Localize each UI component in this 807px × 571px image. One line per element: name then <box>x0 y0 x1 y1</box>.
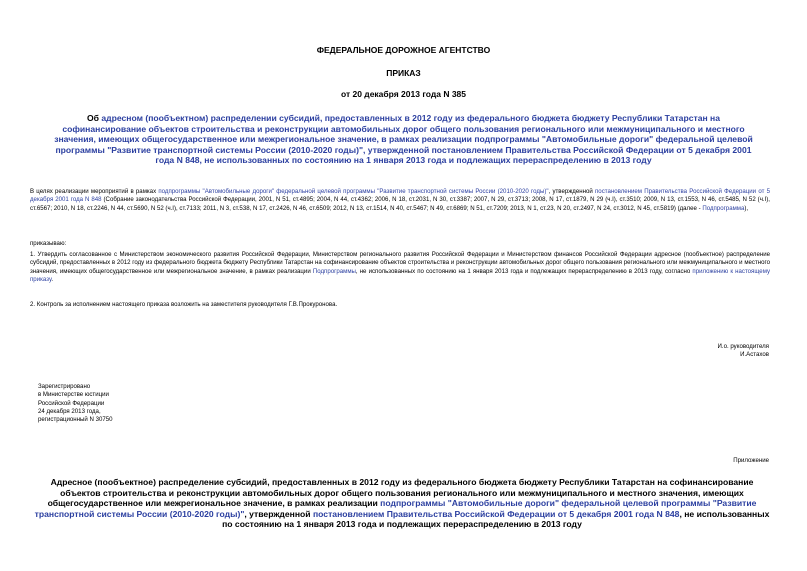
annex-decree-link[interactable]: постановлением Правительства Российской Федерации от 5 декабря 2001 года N 848 <box>312 508 680 519</box>
item1-text-1: 1. Утвердить согласованное с Министерством экономического развития Российской Федерации, Министерством регионального развития Российской Федерации и Министерством финансов Российской Федерации адресное (пообъектное) распределение субсидий, предоставленных в 2012 году из федерального бюджета бюджету Республики Татарстан на софинансирование объектов строительства и реконструкции автомобильных дорог общего пользования регионального или межмуниципального и местного значения, имеющих общегосударственное или межрегиональное значение, в рамках реализации <box>30 251 770 275</box>
annex-title <box>32 477 772 530</box>
appendix-label: Приложение <box>733 457 769 464</box>
registration-line-1: Зарегистрировано <box>38 383 91 390</box>
item-2-paragraph: 2. Контроль за исполнением настоящего приказа возложить на заместителя руководителя Г.В.Прокуронова. <box>30 301 338 308</box>
order-date-number: от 20 декабря 2013 года N 385 <box>340 89 467 99</box>
annex-subprogram-link[interactable]: подпрограммы "Автомобильные дороги" федеральной целевой программы "Развитие транспортной системы России (2010-2020 годы)" <box>34 498 757 519</box>
appendix-link[interactable]: приложению к настоящему приказу <box>30 267 770 283</box>
registration-line-5: регистрационный N 30750 <box>38 416 113 424</box>
preamble-text-4: ), <box>744 204 749 212</box>
signer-position: И.о. руководителя <box>717 343 769 350</box>
order-title <box>45 113 762 166</box>
document-type: ПРИКАЗ <box>386 68 421 78</box>
signer-name: И.Астахов <box>740 351 769 359</box>
registration-line-3: Российской Федерации <box>38 399 105 407</box>
subprogram-link[interactable]: подпрограммы "Автомобильные дороги" федеральной целевой программы "Развитие транспортной системы России (2010-2020 годы)" <box>158 188 549 195</box>
annex-text-3: , не использованных по состоянию на 1 января 2013 года и подлежащих перераспределению в 2013 году <box>222 508 770 530</box>
item-1-paragraph <box>30 251 770 284</box>
ordered-label: приказываю: <box>30 240 67 247</box>
title-link[interactable]: адресном (пообъектном) распределении субсидий, предоставленных в 2012 году из федерального бюджета бюджету Республики Татарстан на софинансирование объектов строительства и реконструкции автомобильных дорог общего пользования регионального или межмуниципального и местного значения, имеющих общегосударственное или межрегиональное значение, в рамках реализации подпрограммы "Автомобильные дороги" федеральной целевой программы "Развитие транспортной системы России (2010-2020 годы)", утвержденной постановлением Правительства Российской Федерации от 5 декабря 2001 года N 848, не использованных по состоянию на 1 января 2013 года и подлежащих перераспределению в 2013 году <box>54 113 753 166</box>
item1-text-2: , не использованных по состоянию на 1 января 2013 года и подлежащих перераспределению в 2013 году, согласно <box>355 267 693 275</box>
preamble-text-2: , утвержденной <box>548 188 595 195</box>
subprogram-link-2[interactable]: Подпрограммы <box>312 267 356 275</box>
government-decree-link[interactable]: постановлением Правительства Российской Федерации от 5 декабря 2001 года N 848 <box>30 188 770 204</box>
subprogram-short-link[interactable]: Подпрограмма <box>702 204 745 212</box>
preamble-text-1: В целях реализации мероприятий в рамках <box>30 188 159 195</box>
item1-text-3: . <box>51 275 54 283</box>
registration-line-2: в Министерстве юстиции <box>38 391 109 399</box>
title-prefix: Об <box>86 113 102 123</box>
registration-line-4: 24 декабря 2013 года, <box>38 407 101 415</box>
preamble-text-3: (Собрание законодательства Российской Федерации, 2001, N 51, ст.4895; 2004, N 44, ст.4362; 2006, N 18, ст.2031, N 30, ст.3387; 2007, N 29, ст.3713; 2008, N 17, ст.1879, N 29 (ч.I), ст.3510; 2009, N 13, ст.1553, N 46, ст.5485, N 52 (ч.I), ст.6567; 2010, N 18, ст.2246, N 44, ст.5690, N 52 (ч.I), ст.7133; 2011, N 3, ст.538, N 17, ст.2426, N 46, ст.6509; 2012, N 13, ст.1514, N 40, ст.5467; N 49, ст.6869; N 51, ст.7209; 2013, N 1, ст.23, N 20, ст.2497, N 24, ст.3012, N 45, ст.5819) (далее - <box>30 196 770 212</box>
agency-name: ФЕДЕРАЛЬНОЕ ДОРОЖНОЕ АГЕНТСТВО <box>316 45 491 55</box>
annex-text-2: , утвержденной <box>244 508 313 519</box>
annex-text-1: Адресное (пообъектное) распределение субсидий, предоставленных в 2012 году из федерального бюджета бюджету Республики Татарстан на софинансирование объектов строительства и реконструкции автомобильных дорог общего пользования регионального или межмуниципального и местного значения, имеющих общегосударственное или межрегиональное значение, в рамках реализации <box>47 477 754 509</box>
signature-block <box>718 343 770 360</box>
registration-block <box>38 383 113 424</box>
preamble-paragraph <box>30 188 770 213</box>
